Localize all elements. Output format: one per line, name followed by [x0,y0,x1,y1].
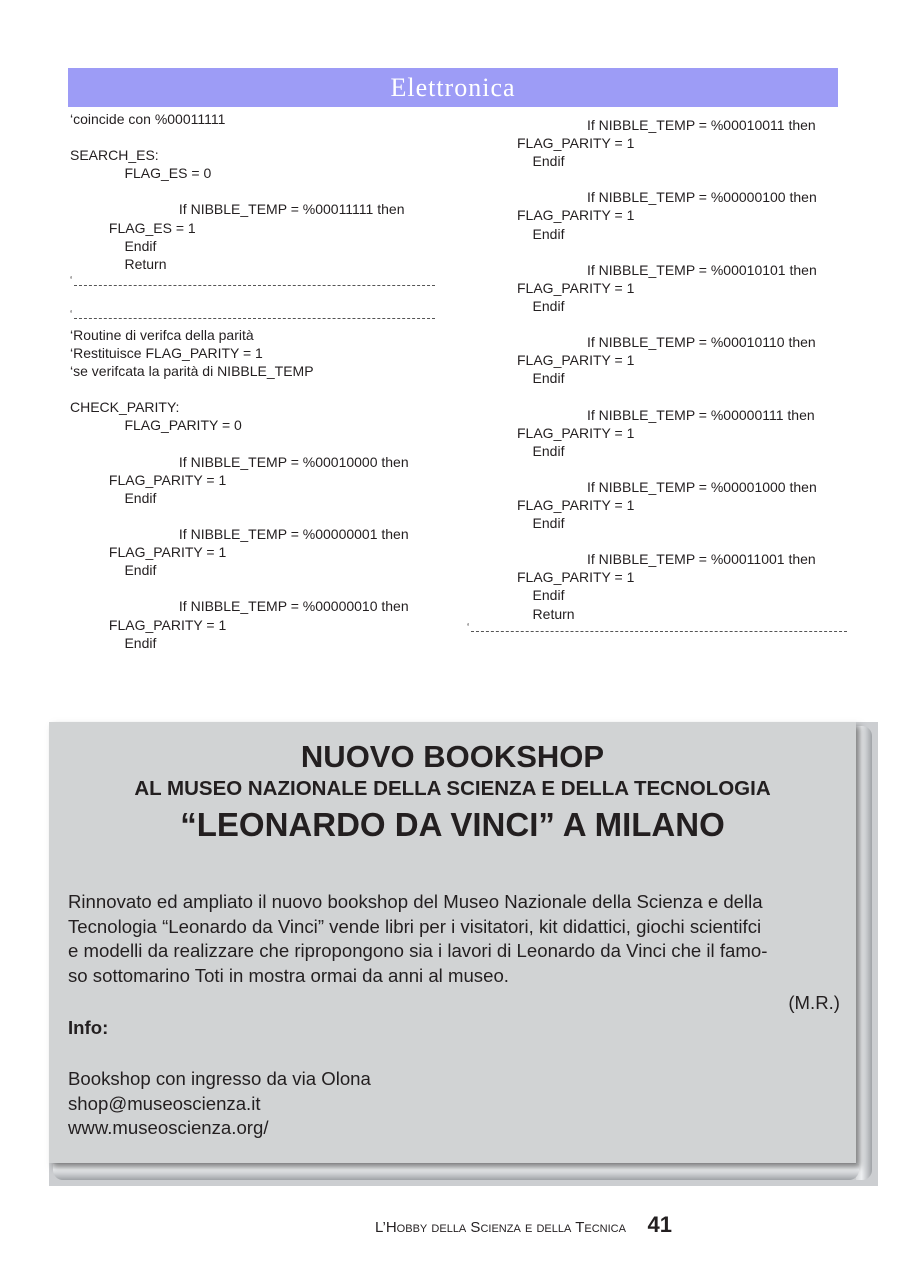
code-line [517,460,857,478]
code-column-right [517,116,857,623]
code-line: If NIBBLE_TEMP = %00001000 then [517,478,817,495]
page-footer [375,1212,672,1238]
code-line: FLAG_PARITY = 1 [517,352,635,369]
code-line: FLAG_PARITY = 1 [517,207,635,224]
comment-mark: ‘ [70,309,73,320]
section-header [68,68,838,107]
contact-email: shop@museoscienza.it [68,1092,261,1114]
code-line: FLAG_PARITY = 1 [70,544,227,561]
contact-address: Bookshop con ingresso da via Olona [68,1068,371,1089]
code-line: If NIBBLE_TEMP = %00011111 then [70,201,405,218]
code-line: FLAG_PARITY = 1 [70,616,227,633]
comment-mark: ‘ [70,275,73,286]
code-line: Endif [517,153,565,170]
code-line: Endif [70,634,157,651]
code-line [517,315,857,333]
code-line: CHECK_PARITY: [70,399,180,416]
ad-body-line: Tecnologia “Leonardo da Vinci” vende libri per i visitatori, kit didattici, giochi scientifci [68,915,762,937]
code-line [517,387,857,405]
ad-body-line: Rinnovato ed ampliato il nuovo bookshop del Museo Nazionale della Scienza e della [68,891,763,912]
comment-mark: ‘ [467,622,470,633]
code-line: SEARCH_ES: [70,147,159,164]
code-line: FLAG_PARITY = 1 [517,279,635,296]
code-line: FLAG_ES = 0 [70,165,212,182]
code-line: Endif [517,515,565,532]
ad-title-location: “LEONARDO DA VINCI” A MILANO [180,806,725,843]
code-line [70,128,470,146]
code-line: ‘Restituisce FLAG_PARITY = 1 [70,345,263,362]
code-column-left-2 [70,326,470,652]
bookshop-ad-box [49,722,878,1186]
code-line: Endif [70,237,157,254]
code-line: FLAG_PARITY = 1 [517,569,635,586]
code-line: If NIBBLE_TEMP = %00010000 then [70,453,409,470]
code-line: If NIBBLE_TEMP = %00010011 then [517,117,816,133]
box-rim-right [856,726,872,1180]
code-line: ‘se verifcata la parità di NIBBLE_TEMP [70,363,314,380]
code-line: ‘coincide con %00011111 [70,111,226,127]
code-line: If NIBBLE_TEMP = %00011001 then [517,551,816,568]
code-line: Endif [517,225,565,242]
ad-body-line: e modelli da realizzare che ripropongono sia i lavori di Leonardo da Vinci che il famo- [68,940,768,962]
code-line [70,435,470,453]
code-line: FLAG_PARITY = 0 [70,417,242,434]
ad-subtitle: AL MUSEO NAZIONALE DELLA SCIENZA E DELLA TECNOLOGIA [134,777,771,800]
ad-body-line: so sottomarino Toti in mostra ormai da anni al museo. [68,964,509,986]
box-rim-bottom [53,1164,859,1180]
ad-title: NUOVO BOOKSHOP [300,739,605,774]
code-line: Return [517,605,575,622]
publication-name: L’Hobby della Scienza e della Tecnica [375,1219,626,1236]
code-line: Return [70,255,167,272]
section-title: Elettronica [390,73,516,102]
code-line [70,182,470,200]
separator-dashes [74,318,435,320]
code-line: ‘Routine di verifca della parità [70,327,254,343]
code-column-left [70,110,470,273]
code-line: Endif [70,562,157,579]
ad-body-text [68,890,844,988]
contact-website: www.museoscienza.org/ [68,1117,269,1139]
code-line: FLAG_PARITY = 1 [517,424,635,441]
code-line [517,170,857,188]
code-line: If NIBBLE_TEMP = %00000010 then [70,598,409,615]
code-line: Endif [70,489,157,506]
code-line: FLAG_ES = 1 [70,219,196,236]
code-line: If NIBBLE_TEMP = %00000111 then [517,406,815,423]
separator-dashes [74,285,435,287]
code-line: FLAG_PARITY = 1 [517,496,635,513]
code-line: Endif [517,587,565,604]
code-line: If NIBBLE_TEMP = %00000001 then [70,526,409,543]
code-line: If NIBBLE_TEMP = %00010101 then [517,261,817,278]
code-line [70,579,470,597]
code-line: FLAG_PARITY = 1 [70,471,227,488]
code-line [517,532,857,550]
code-line: Endif [517,297,565,314]
code-line: Endif [517,442,565,459]
code-line: If NIBBLE_TEMP = %00010110 then [517,334,816,351]
code-line: If NIBBLE_TEMP = %00000100 then [517,189,817,206]
page-number: 41 [647,1212,673,1237]
ad-contacts [68,1067,371,1141]
code-line: Endif [517,370,565,387]
code-line [70,507,470,525]
code-line [517,243,857,261]
code-line: FLAG_PARITY = 1 [517,135,635,152]
ad-info-label: Info: [68,1017,109,1038]
ad-panel [49,722,856,1163]
separator-dashes [471,631,847,633]
ad-signature: (M.R.) [788,992,840,1013]
code-line [70,380,470,398]
